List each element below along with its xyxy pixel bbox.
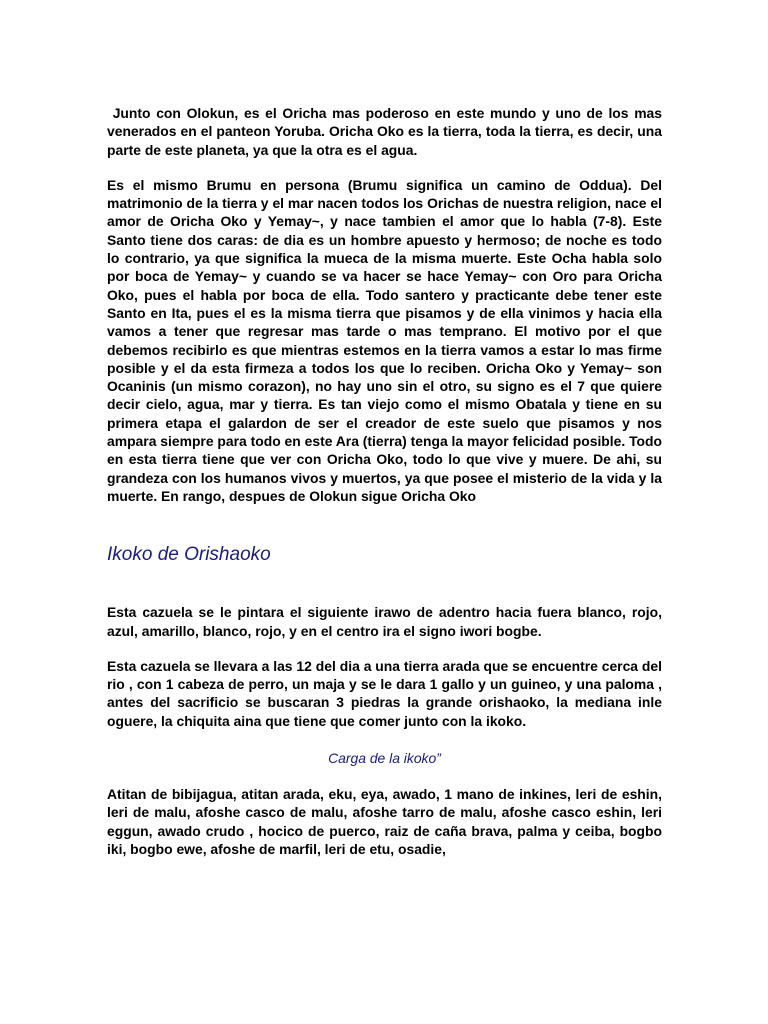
section-heading: Ikoko de Orishaoko [107,544,271,566]
paragraph-cazuela-ritual: Esta cazuela se llevara a las 12 del dia a una tierra arada que se encuentre cerca del rio , con 1 cabeza de perro, un maja y se le dara 1 gallo y un guineo, y una paloma , antes del sacrificio se buscaran 3 piedras la grande orishaoko, la mediana inle oguere, la chiquita aina que tiene que comer junto con la ikoko. [107,657,666,729]
paragraph-olokun-intro: Junto con Olokun, es el Oricha mas poderoso en este mundo y uno de los mas venerados en el panteon Yoruba. Oricha Oko es la tierra, toda la tierra, es decir, una parte de este planeta, ya que la otra es el agua. [107,105,666,158]
paragraph-cazuela-colors: Esta cazuela se le pintara el siguiente irawo de adentro hacia fuera blanco, rojo, azul, amarillo, blanco, rojo, y en el centro ira el signo iwori bogbe. [107,604,666,639]
subsection-heading: Carga de la ikoko” [328,750,441,767]
paragraph-brumu: Es el mismo Brumu en persona (Brumu significa un camino de Oddua). Del matrimonio de la tierra y el mar nacen todos los Orichas de nuestra religion, nace el amor de Oricha Oko y Yemay~, y nace tambien el amor que lo habla (7-8). Este Santo tiene dos caras: de dia es un hombre apuesto y hermoso; de noche es todo lo contrario, ya que significa la mueca de la misma muerte. Este Ocha habla solo por boca de Yemay~ y cuando se va hacer se hace Yemay~ con Oro para Oricha Oko, pues el habla por boca de ella. Todo santero y practicante debe tener este Santo en Ita, pues el es la misma tierra que pisamos y de ella vinimos y hacia ella vamos a tener que regresar mas tarde o mas temprano. El motivo por el que debemos recibirlo es que mientras estemos en la tierra vamos a estar lo mas firme posible y el da esta firmeza a todos los que lo reciben. Oricha Oko y Yemay~ son Ocaninis (un mismo corazon), no hay uno sin el otro, su signo es el 7 que quiere decir cielo, agua, mar y tierra. Es tan viejo como el mismo Obatala y tiene en su primera etapa el galardon de ser el creador de este suelo que pisamos y nos ampara siempre para todo en este Ara (tierra) tenga la mayor felicidad posible. Todo en esta tierra tiene que ver con Oricha Oko, todo lo que vive y muere. De ahi, su grandeza con los humanos vivos y muertos, ya que posee el misterio de la vida y la muerte. En rango, despues de Olokun sigue Oricha Oko [107,176,666,504]
paragraph-carga-ingredients: Atitan de bibijagua, atitan arada, eku, eya, awado, 1 mano de inkines, leri de eshin, leri de malu, afoshe casco de malu, afoshe tarro de malu, afoshe casco eshin, leri eggun, awado crudo , hocico de puerco, raiz de caña brava, palma y ceiba, bogbo iki, bogbo ewe, afoshe de marfil, leri de etu, osadie, [107,786,666,857]
document-page [107,104,666,858]
